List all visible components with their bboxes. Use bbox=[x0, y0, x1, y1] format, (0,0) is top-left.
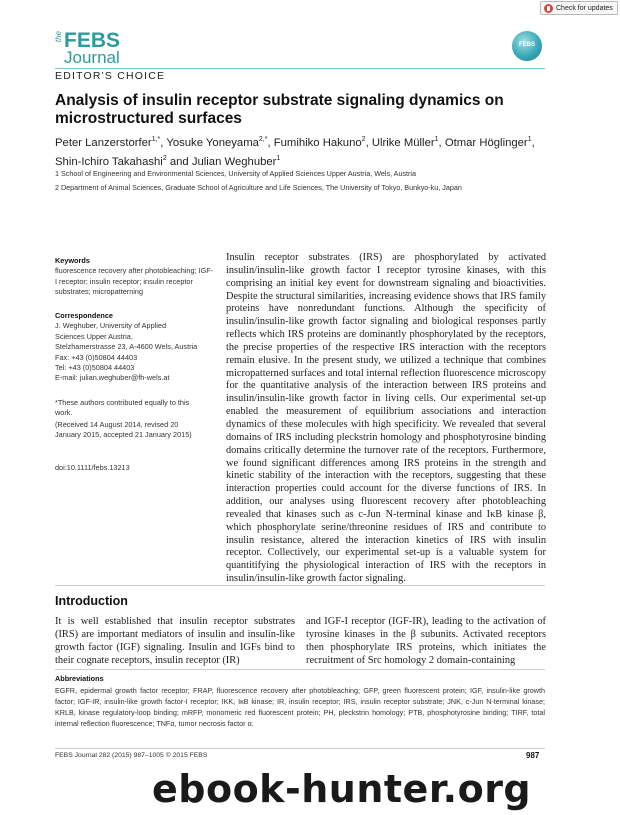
correspondence-line: J. Weghuber, University of Applied bbox=[55, 321, 166, 331]
keywords-heading: Keywords bbox=[55, 256, 90, 265]
abbreviations-heading: Abbreviations bbox=[55, 674, 104, 683]
author-affiliation-mark: 2 bbox=[162, 154, 167, 162]
author-affiliation-mark: 1,* bbox=[151, 136, 161, 143]
affiliation-2: 2 Department of Animal Sciences, Graduate School of Agriculture and Life Sciences, The University of Tokyo, Bunkyo-ku, Japan bbox=[55, 182, 462, 192]
correspondence-line: Fax: +43 (0)50804 44403 bbox=[55, 352, 138, 362]
update-icon bbox=[544, 4, 553, 13]
citation: FEBS Journal 282 (2015) 987–1005 © 2015 FEBS bbox=[55, 752, 208, 759]
author-separator: , bbox=[531, 136, 535, 149]
watermark: ebook-hunter.org bbox=[152, 767, 532, 811]
section-label: EDITOR'S CHOICE bbox=[55, 70, 166, 82]
correspondence-line: Tel: +43 (0)50804 44403 bbox=[55, 363, 135, 373]
abbreviations-text: EGFR, epidermal growth factor receptor; FRAP, fluorescence recovery after photobleaching; GFP, green fluorescent protein; IGF, insulin-like growth factor; IGF-IR, insulin-like growth factor-I receptor; IKK, IκB kinase; IR, insulin receptor; IRS, insulin receptor substrate; JNK, c-Jun N-terminal kinase; KRLB, kinase regulatory-loop binding; mRFP, monomeric red fluorescent protein; PH, pleckstrin homology; PTB, phosphotyrosine binding; TIRF, total internal reflection fluorescence; TNFα, tumor necrosis factor α. bbox=[55, 686, 545, 728]
received-dates: (Received 14 August 2014, revised 20 January 2015, accepted 21 January 2015) bbox=[55, 420, 192, 440]
correspondence-line: Stelzhamerstrasse 23, A-4600 Wels, Austria bbox=[55, 342, 198, 352]
author-name: Yosuke Yoneyama bbox=[166, 136, 259, 149]
article-title: Analysis of insulin receptor substrate signaling dynamics on microstructured surfaces bbox=[55, 92, 504, 127]
author-affiliation-mark: 1 bbox=[276, 154, 281, 162]
intro-column-2: and IGF-I receptor (IGF-IR), leading to the activation of tyrosine kinases in the β subunits. Activated receptors then phosphorylate IRS proteins, which initiates the recruitment of Src homology 2 domain-containing bbox=[306, 616, 546, 666]
intro-column-1: It is well established that insulin receptor substrates (IRS) are important mediators of insulin and insulin-like growth factor (IGF) signaling. Insulin and IGFs bind to their cognate receptors, insulin receptor (IR) bbox=[55, 616, 295, 666]
doi-link[interactable]: doi:10.1111/febs.13213 bbox=[55, 463, 130, 472]
author-separator: and bbox=[166, 155, 192, 168]
author-list bbox=[55, 132, 555, 170]
equal-contribution-note: *These authors contributed equally to this work. bbox=[55, 398, 190, 418]
logo-journal: Journal bbox=[64, 48, 120, 67]
logo-the: the bbox=[54, 31, 63, 43]
keywords-text: fluorescence recovery after photobleaching; IGF-I receptor; insulin receptor; insulin receptor substrates; micropatterning bbox=[55, 266, 214, 297]
email-link[interactable]: E-mail: julian.weghuber@fh-wels.at bbox=[55, 373, 170, 383]
author-separator: , bbox=[438, 136, 445, 149]
author-name: Peter Lanzerstorfer bbox=[55, 136, 152, 149]
header-divider bbox=[55, 68, 545, 69]
author-affiliation-mark: 2 bbox=[361, 136, 366, 143]
introduction-heading: Introduction bbox=[55, 594, 128, 608]
author-name: Shin-Ichiro Takahashi bbox=[55, 155, 163, 168]
abstract: Insulin receptor substrates (IRS) are phosphorylated by activated insulin/insulin-like growth factor I receptor tyrosine kinases, with this comprising an initial key event for downstream signaling and bioactivities. Despite the structural similarities, increasing evidence shows that IRS family proteins have nonredundant functions. Although the specificity of insulin/insulin-like growth factor signaling and biological responses partly reflects which IRS proteins are dominantly phosphorylated by the receptors, the precise properties of the respective IRS interaction with the receptors remain elusive. In the present study, we utilized a technique that combines micropatterned surfaces and total internal reflection fluorescence microscopy for the quantitative analysis of the interaction between IRS proteins and insulin/insulin-like growth factor in living cells. Our experimental set-up enabled the measurement of equilibrium associations and interaction dynamics of these molecules with high specificity. We revealed that several domains of IRS including pleckstrin homology and phosphotyrosine binding domains critically determine the turnover rate of the receptors. Furthermore, we found significant differences among IRS proteins in the strength and kinetic stability of the interaction with the receptors, suggesting that these interaction properties could account for the diverse functions of IRS. In addition, our analyses using fluorescent recovery after photobleaching revealed that kinases such as c-Jun N-terminal kinase and IκB kinase β, which phosphorylate serine/threonine residues of IRS and contribute to insulin resistance, altered the interaction kinetics of IRS with insulin receptor. Collectively, our experimental set-up is a valuable system for quantitifying the physiological interaction of IRS with the receptors in insulin/insulin-like growth factor signaling. bbox=[226, 252, 546, 585]
author-name: Julian Weghuber bbox=[191, 155, 277, 168]
correspondence-heading: Correspondence bbox=[55, 311, 113, 320]
author-separator: , bbox=[267, 136, 274, 149]
check-for-updates-button[interactable] bbox=[540, 1, 618, 15]
author-separator: , bbox=[160, 136, 167, 149]
correspondence-block bbox=[55, 311, 215, 384]
page-number: 987 bbox=[526, 751, 540, 760]
footer-divider bbox=[55, 748, 545, 749]
author-affiliation-mark: 1 bbox=[434, 136, 439, 143]
abbreviations-divider bbox=[55, 669, 545, 670]
author-affiliation-mark: 1 bbox=[527, 136, 532, 143]
correspondence-line: Sciences Upper Austria, bbox=[55, 331, 133, 341]
logo-febs: FEBS bbox=[64, 29, 121, 52]
author-name: Fumihiko Hakuno bbox=[273, 136, 362, 149]
section-divider bbox=[55, 585, 545, 586]
author-name: Ulrike Müller bbox=[371, 136, 435, 149]
check-for-updates-label: Check for updates bbox=[556, 4, 613, 12]
author-name: Otmar Höglinger bbox=[444, 136, 528, 149]
affiliations bbox=[55, 167, 555, 194]
affiliation-1: 1 School of Engineering and Environmental Sciences, University of Applied Sciences Upper Austria, Wels, Austria bbox=[55, 169, 417, 178]
author-affiliation-mark: 2,* bbox=[258, 136, 268, 143]
keywords-block bbox=[55, 256, 215, 298]
febs-seal-icon: FEBS bbox=[512, 31, 542, 61]
author-separator: , bbox=[365, 136, 372, 149]
